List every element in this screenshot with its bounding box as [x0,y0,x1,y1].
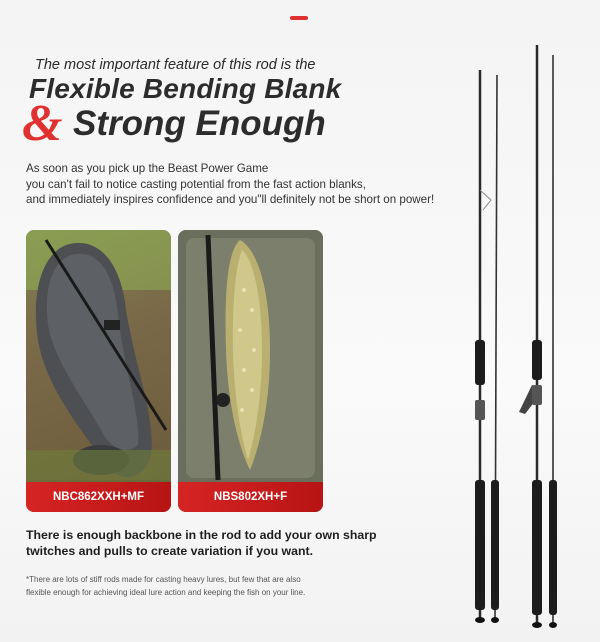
description [26,161,434,208]
headline-ampersand: & [22,95,63,152]
spinning-rod [475,70,499,623]
catfish-illustration [26,230,171,512]
backbone-line: twitches and pulls to create variation if you want. [26,544,313,558]
pike-illustration [178,230,323,512]
photo-caption: NBC862XXH+MF [26,482,171,512]
intro-text: The most important feature of this rod is the [35,57,316,73]
description-line: you can't fail to notice casting potential from the fast action blanks, [26,177,366,191]
fishing-rods-illustration [455,40,575,635]
headline-line2: Strong Enough [73,104,326,143]
footnote [26,574,305,599]
casting-rod [519,45,557,628]
photo-caption: NBS802XH+F [178,482,323,512]
catfish-photo [26,230,171,512]
backbone-statement [26,527,377,559]
accent-bar [290,16,308,20]
headline-line1: Flexible Bending Blank [29,73,342,104]
description-line: and immediately inspires confidence and you"ll definitely not be short on power! [26,193,435,206]
footnote-line: *There are lots of stiff rods made for casting heavy lures, but few that are also [26,575,301,584]
footnote-line: flexible enough for achieving ideal lure action and keeping the fish on your line. [26,587,306,597]
backbone-line: There is enough backbone in the rod to add your own sharp [26,528,377,542]
pike-photo [178,230,323,512]
description-line: As soon as you pick up the Beast Power Game [26,162,269,175]
